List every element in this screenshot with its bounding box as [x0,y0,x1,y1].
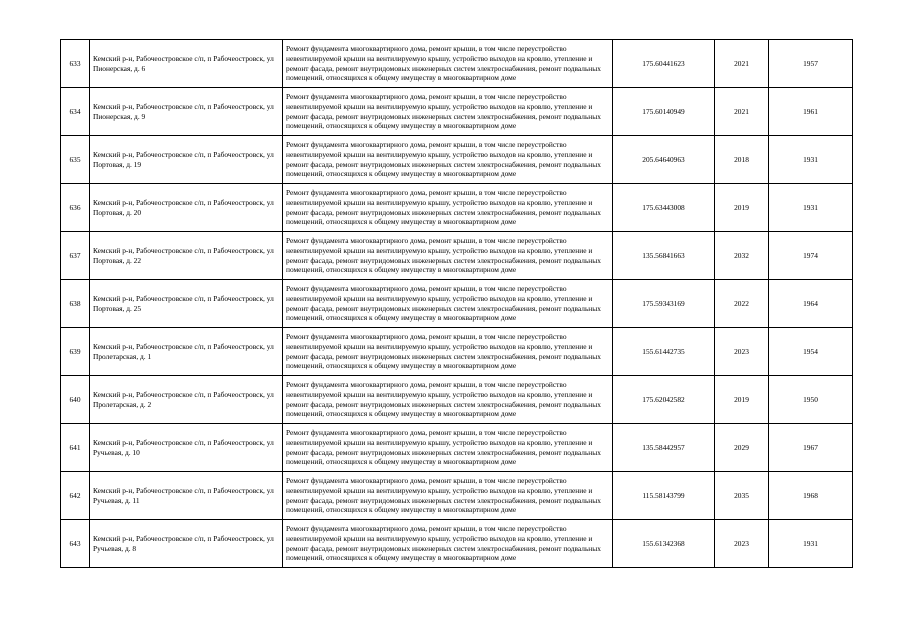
table-row [61,184,853,232]
address-cell: Кемский р-н, Рабочеостровское с/п, п Рабочеостровск, ул Пролетарская, д. 1 [90,328,283,376]
repair-year-cell: 2019 [715,184,769,232]
works-description-cell: Ремонт фундамента многоквартирного дома, ремонт крыши, в том числе переустройство невентилируемой крыши на вентилируемую крышу, устройство выходов на кровлю, утепление и ремонт фасада, ремонт внутридомовых инженерных систем электроснабжения, ремонт подвальных помещений, относящихся к общему имуществу в многоквартирном доме [283,328,613,376]
row-number: 639 [61,328,90,376]
build-year-cell: 1957 [769,40,853,88]
address-cell: Кемский р-н, Рабочеостровское с/п, п Рабочеостровск, ул Ручьевая, д. 11 [90,472,283,520]
repair-year-cell: 2021 [715,88,769,136]
row-number: 637 [61,232,90,280]
row-number: 633 [61,40,90,88]
repair-year-cell: 2023 [715,520,769,568]
table-row [61,520,853,568]
table-row [61,424,853,472]
address-cell: Кемский р-н, Рабочеостровское с/п, п Рабочеостровск, ул Ручьевая, д. 8 [90,520,283,568]
build-year-cell: 1968 [769,472,853,520]
cost-cell: 175.62042582 [613,376,715,424]
table-row [61,232,853,280]
repair-year-cell: 2023 [715,328,769,376]
repair-year-cell: 2029 [715,424,769,472]
address-cell: Кемский р-н, Рабочеостровское с/п, п Рабочеостровск, ул Пионерская, д. 9 [90,88,283,136]
repair-year-cell: 2022 [715,280,769,328]
works-description-cell: Ремонт фундамента многоквартирного дома, ремонт крыши, в том числе переустройство невентилируемой крыши на вентилируемую крышу, устройство выходов на кровлю, утепление и ремонт фасада, ремонт внутридомовых инженерных систем электроснабжения, ремонт подвальных помещений, относящихся к общему имуществу в многоквартирном доме [283,472,613,520]
row-number: 643 [61,520,90,568]
capital-repair-table [60,39,853,568]
cost-cell: 205.64640963 [613,136,715,184]
table-row [61,472,853,520]
row-number: 641 [61,424,90,472]
repair-year-cell: 2032 [715,232,769,280]
cost-cell: 135.58442957 [613,424,715,472]
cost-cell: 155.61342368 [613,520,715,568]
table-row [61,328,853,376]
build-year-cell: 1931 [769,520,853,568]
address-cell: Кемский р-н, Рабочеостровское с/п, п Рабочеостровск, ул Пролетарская, д. 2 [90,376,283,424]
works-description-cell: Ремонт фундамента многоквартирного дома, ремонт крыши, в том числе переустройство невентилируемой крыши на вентилируемую крышу, устройство выходов на кровлю, утепление и ремонт фасада, ремонт внутридомовых инженерных систем электроснабжения, ремонт подвальных помещений, относящихся к общему имуществу в многоквартирном доме [283,136,613,184]
address-cell: Кемский р-н, Рабочеостровское с/п, п Рабочеостровск, ул Портовая, д. 25 [90,280,283,328]
address-cell: Кемский р-н, Рабочеостровское с/п, п Рабочеостровск, ул Портовая, д. 20 [90,184,283,232]
row-number: 636 [61,184,90,232]
works-description-cell: Ремонт фундамента многоквартирного дома, ремонт крыши, в том числе переустройство невентилируемой крыши на вентилируемую крышу, устройство выходов на кровлю, утепление и ремонт фасада, ремонт внутридомовых инженерных систем электроснабжения, ремонт подвальных помещений, относящихся к общему имуществу в многоквартирном доме [283,184,613,232]
build-year-cell: 1931 [769,184,853,232]
works-description-cell: Ремонт фундамента многоквартирного дома, ремонт крыши, в том числе переустройство невентилируемой крыши на вентилируемую крышу, устройство выходов на кровлю, утепление и ремонт фасада, ремонт внутридомовых инженерных систем электроснабжения, ремонт подвальных помещений, относящихся к общему имуществу в многоквартирном доме [283,88,613,136]
address-cell: Кемский р-н, Рабочеостровское с/п, п Рабочеостровск, ул Пионерская, д. 6 [90,40,283,88]
table-row [61,280,853,328]
works-description-cell: Ремонт фундамента многоквартирного дома, ремонт крыши, в том числе переустройство невентилируемой крыши на вентилируемую крышу, устройство выходов на кровлю, утепление и ремонт фасада, ремонт внутридомовых инженерных систем электроснабжения, ремонт подвальных помещений, относящихся к общему имуществу в многоквартирном доме [283,40,613,88]
works-description-cell: Ремонт фундамента многоквартирного дома, ремонт крыши, в том числе переустройство невентилируемой крыши на вентилируемую крышу, устройство выходов на кровлю, утепление и ремонт фасада, ремонт внутридомовых инженерных систем электроснабжения, ремонт подвальных помещений, относящихся к общему имуществу в многоквартирном доме [283,232,613,280]
build-year-cell: 1974 [769,232,853,280]
repair-year-cell: 2021 [715,40,769,88]
repair-year-cell: 2019 [715,376,769,424]
cost-cell: 155.61442735 [613,328,715,376]
address-cell: Кемский р-н, Рабочеостровское с/п, п Рабочеостровск, ул Портовая, д. 22 [90,232,283,280]
works-description-cell: Ремонт фундамента многоквартирного дома, ремонт крыши, в том числе переустройство невентилируемой крыши на вентилируемую крышу, устройство выходов на кровлю, утепление и ремонт фасада, ремонт внутридомовых инженерных систем электроснабжения, ремонт подвальных помещений, относящихся к общему имуществу в многоквартирном доме [283,376,613,424]
cost-cell: 115.58143799 [613,472,715,520]
cost-cell: 175.60441623 [613,40,715,88]
address-cell: Кемский р-н, Рабочеостровское с/п, п Рабочеостровск, ул Ручьевая, д. 10 [90,424,283,472]
row-number: 634 [61,88,90,136]
build-year-cell: 1967 [769,424,853,472]
row-number: 635 [61,136,90,184]
table-row [61,88,853,136]
table-row [61,40,853,88]
cost-cell: 175.59343169 [613,280,715,328]
build-year-cell: 1961 [769,88,853,136]
row-number: 642 [61,472,90,520]
repair-year-cell: 2018 [715,136,769,184]
works-description-cell: Ремонт фундамента многоквартирного дома, ремонт крыши, в том числе переустройство невентилируемой крыши на вентилируемую крышу, устройство выходов на кровлю, утепление и ремонт фасада, ремонт внутридомовых инженерных систем электроснабжения, ремонт подвальных помещений, относящихся к общему имуществу в многоквартирном доме [283,520,613,568]
row-number: 640 [61,376,90,424]
table-body [61,40,853,568]
works-description-cell: Ремонт фундамента многоквартирного дома, ремонт крыши, в том числе переустройство невентилируемой крыши на вентилируемую крышу, устройство выходов на кровлю, утепление и ремонт фасада, ремонт внутридомовых инженерных систем электроснабжения, ремонт подвальных помещений, относящихся к общему имуществу в многоквартирном доме [283,424,613,472]
table-row [61,376,853,424]
row-number: 638 [61,280,90,328]
build-year-cell: 1954 [769,328,853,376]
cost-cell: 135.56841663 [613,232,715,280]
cost-cell: 175.60140949 [613,88,715,136]
address-cell: Кемский р-н, Рабочеостровское с/п, п Рабочеостровск, ул Портовая, д. 19 [90,136,283,184]
cost-cell: 175.63443008 [613,184,715,232]
repair-year-cell: 2035 [715,472,769,520]
build-year-cell: 1931 [769,136,853,184]
works-description-cell: Ремонт фундамента многоквартирного дома, ремонт крыши, в том числе переустройство невентилируемой крыши на вентилируемую крышу, устройство выходов на кровлю, утепление и ремонт фасада, ремонт внутридомовых инженерных систем электроснабжения, ремонт подвальных помещений, относящихся к общему имуществу в многоквартирном доме [283,280,613,328]
build-year-cell: 1964 [769,280,853,328]
build-year-cell: 1950 [769,376,853,424]
table-row [61,136,853,184]
